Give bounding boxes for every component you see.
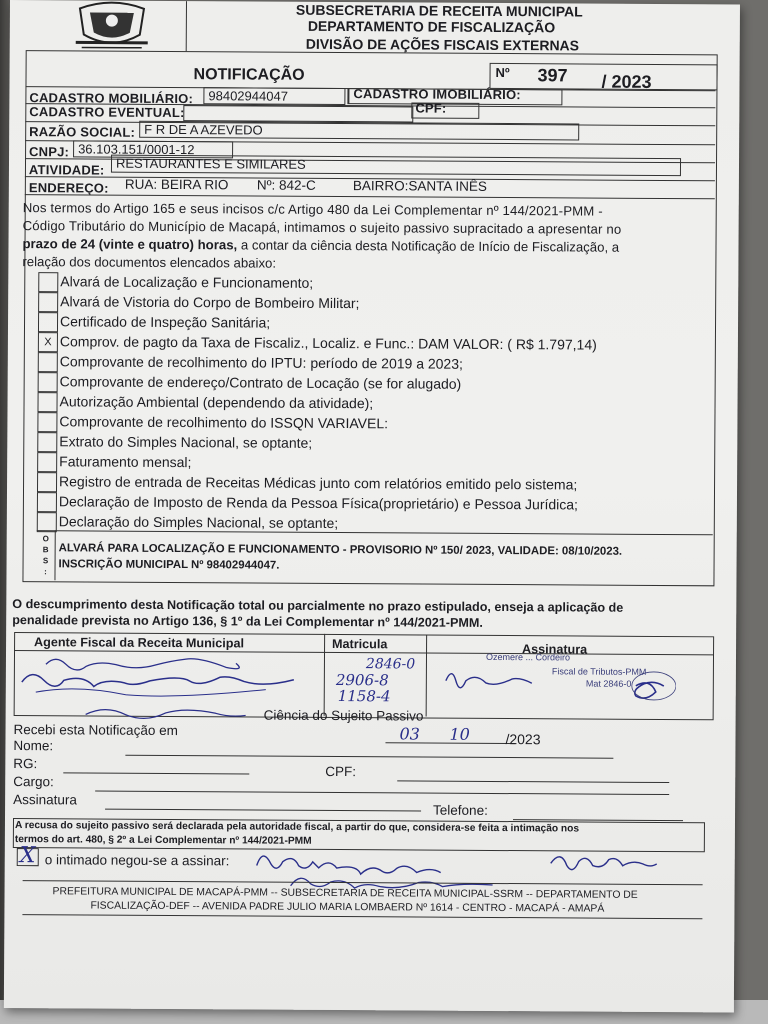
- obs-letter-1: O: [42, 534, 49, 544]
- nome-label: Nome:: [13, 738, 54, 754]
- atividade-label: ATIVIDADE:: [28, 162, 105, 178]
- doc-item-6: Comprovante de endereço/Contrato de Locação (se for alugado): [59, 373, 462, 392]
- doc-checkbox-1[interactable]: [38, 272, 58, 292]
- footer-line-1: PREFEITURA MUNICIPAL DE MACAPÁ-PMM -- SUBSECRETARIA DE RECEITA MUNICIPAL-SSRM -- DEPARTAMENTO DE: [52, 886, 638, 901]
- doc-checkbox-6[interactable]: [38, 372, 58, 392]
- endereco-bairro: BAIRRO:SANTA INÊS: [352, 178, 487, 194]
- cpf-top-label: CPF:: [415, 100, 447, 116]
- imobiliario-label: CADASTRO IMOBILIÁRIO:: [353, 86, 521, 103]
- date-year: /2023: [505, 731, 541, 748]
- cnpj-label: CNPJ:: [29, 144, 70, 160]
- penalty-line-2: penalidade prevista no Artigo 136, § 1º da Lei Complementar nº 144/2021-PMM.: [12, 613, 483, 630]
- date-day[interactable]: 03: [399, 724, 420, 744]
- date-month[interactable]: 10: [449, 724, 470, 744]
- notice-title: NOTIFICAÇÃO: [193, 66, 305, 84]
- footer-line-2: FISCALIZAÇÃO-DEF -- AVENIDA PADRE JULIO MARIA LOMBAERD Nº 1614 - CENTRO - MACAPÁ - AMAPÁ: [90, 900, 605, 915]
- obs-letter-2: B: [42, 545, 49, 555]
- cpf-top-field[interactable]: [411, 102, 479, 118]
- doc-checkbox-10[interactable]: [37, 452, 57, 472]
- doc-item-1: Alvará de Localização e Funcionamento;: [60, 273, 314, 291]
- doc-checkbox-9[interactable]: [37, 432, 57, 452]
- obs-label: [38, 533, 52, 577]
- obs-letter-3: S: [42, 556, 49, 566]
- refusal-line-1: A recusa do sujeito passivo será declarada pela autoridade fiscal, a partir do que, considera-se feita a intimação nos: [14, 820, 580, 835]
- endereco-label: ENDEREÇO:: [28, 180, 109, 196]
- intro-line-2: Código Tributário do Município de Macapá, intimamos o sujeito passivo supracitado a apresentar no: [22, 218, 622, 237]
- doc-item-11: Registro de entrada de Receitas Médicas junto com relatórios emitido pelo sistema;: [59, 473, 578, 493]
- header-line-1: SUBSECRETARIA DE RECEITA MUNICIPAL: [295, 1, 583, 20]
- doc-item-13: Declaração do Simples Nacional, se optante;: [58, 513, 339, 532]
- cnpj-field[interactable]: 36.103.151/0001-12: [73, 140, 233, 158]
- doc-checkbox-11[interactable]: [37, 472, 57, 492]
- fiscal-stamp-line-2: Fiscal de Tributos-PMM: [551, 666, 647, 677]
- notice-year: / 2023: [601, 71, 652, 92]
- doc-item-9: Extrato do Simples Nacional, se optante;: [59, 433, 313, 451]
- intro-line-1: Nos termos do Artigo 165 e seus incisos c/c Artigo 480 da Lei Complementar nº 144/2021-PMM -: [22, 200, 603, 219]
- recebi-label: Recebi esta Notificação em: [13, 722, 178, 739]
- doc-item-10: Faturamento mensal;: [59, 453, 192, 471]
- eventual-label: CADASTRO EVENTUAL:: [29, 104, 185, 121]
- intro-line-4: relação dos documentos elencados abaixo:: [22, 254, 277, 271]
- penalty-line-1: O descumprimento desta Notificação total ou parcialmente no prazo estipulado, enseja a aplicação de: [12, 597, 624, 615]
- agents-col-agent: Agente Fiscal da Receita Municipal: [34, 635, 245, 651]
- assinatura-line[interactable]: [105, 809, 421, 812]
- doc-checkbox-3[interactable]: [38, 312, 58, 332]
- mobiliario-field[interactable]: 98402944047: [203, 87, 345, 105]
- header-line-3: DIVISÃO DE AÇÕES FISCAIS EXTERNAS: [305, 35, 580, 54]
- intro-line-3-rest: a contar da ciência desta Notificação de Início de Fiscalização, a: [237, 237, 620, 255]
- obs-line-1: ALVARÁ PARA LOCALIZAÇÃO E FUNCIONAMENTO - PROVISORIO Nº 150/ 2023, VALIDADE: 08/10/2023.: [58, 542, 623, 558]
- mobiliario-label: CADASTRO MOBILIÁRIO:: [29, 90, 194, 107]
- matricula-2: 2906-8: [335, 671, 389, 690]
- refusal-mark: X: [19, 843, 36, 869]
- intro-deadline: prazo de 24 (vinte e quatro) horas,: [22, 236, 238, 253]
- doc-checkbox-12[interactable]: [37, 492, 57, 512]
- eventual-field[interactable]: [183, 105, 413, 122]
- notice-number-label: Nº: [495, 64, 510, 81]
- doc-checkbox-5[interactable]: [38, 352, 58, 372]
- cpf-line[interactable]: [397, 780, 669, 783]
- doc-item-4: Comprov. de pagto da Taxa de Fiscaliz., Localiz. e Func.: DAM VALOR: ( R$ 1.797,14): [59, 333, 597, 353]
- cargo-line[interactable]: [95, 791, 669, 796]
- doc-item-5: Comprovante de recolhimento do IPTU: período de 2019 a 2023;: [59, 353, 463, 372]
- fiscal-stamp-line-1: Ozemere ... Cordeiro: [485, 651, 571, 663]
- endereco-numero: Nº: 842-C: [256, 177, 316, 193]
- matricula-1: 2846-0: [365, 656, 416, 673]
- matricula-3: 1158-4: [337, 687, 391, 706]
- telefone-label: Telefone:: [433, 802, 488, 818]
- cargo-label: Cargo:: [13, 774, 54, 790]
- nome-line[interactable]: [125, 755, 613, 759]
- assinatura-label: Assinatura: [13, 792, 77, 808]
- municipal-emblem: [72, 0, 152, 52]
- rg-line[interactable]: [63, 772, 249, 774]
- notification-document: [4, 0, 740, 1012]
- refusal-checkbox[interactable]: [17, 843, 39, 869]
- header-line-2: DEPARTAMENTO DE FISCALIZAÇÃO: [307, 17, 556, 36]
- doc-checkbox-2[interactable]: [38, 292, 58, 312]
- endereco-rua: RUA: BEIRA RIO: [124, 176, 229, 193]
- fiscal-stamp-line-3: Mat 2846-0: [585, 678, 632, 689]
- doc-checkbox-7[interactable]: [37, 392, 57, 412]
- doc-item-12: Declaração de Imposto de Renda da Pessoa Física(proprietário) e Pessoa Jurídica;: [58, 493, 579, 513]
- rg-label: RG:: [13, 756, 38, 772]
- agents-col-assinatura: Assinatura: [522, 642, 588, 657]
- obs-letter-4: :: [44, 567, 47, 577]
- razao-field[interactable]: F R DE A AZEVEDO: [139, 121, 579, 141]
- notice-number: 397: [537, 65, 568, 86]
- ciencia-title: Ciência do Sujeito Passivo: [263, 707, 424, 724]
- obs-line-2: INSCRIÇÃO MUNICIPAL Nº 98402944047.: [58, 558, 280, 572]
- refusal-line-2: termos do art. 480, § 2º a Lei Complementar nº 144/2021-PMM: [14, 834, 312, 847]
- doc-item-2: Alvará de Vistoria do Corpo de Bombeiro Militar;: [60, 293, 360, 312]
- agents-col-matricula: Matricula: [332, 636, 388, 652]
- doc-item-3: Certificado de Inspeção Sanitária;: [59, 313, 271, 331]
- atividade-field[interactable]: RESTAURANTES E SIMILARES: [111, 155, 681, 176]
- doc-item-8: Comprovante de recolhimento do ISSQN VARIAVEL:: [59, 413, 389, 432]
- refusal-negou: o intimado negou-se a assinar:: [44, 852, 230, 869]
- razao-label: RAZÃO SOCIAL:: [29, 124, 136, 140]
- doc-item-7: Autorização Ambiental (dependendo da atividade);: [59, 393, 374, 412]
- doc-checkbox-8[interactable]: [37, 412, 57, 432]
- cpf-label: CPF:: [325, 763, 357, 780]
- doc-checkbox-4[interactable]: X: [38, 332, 58, 352]
